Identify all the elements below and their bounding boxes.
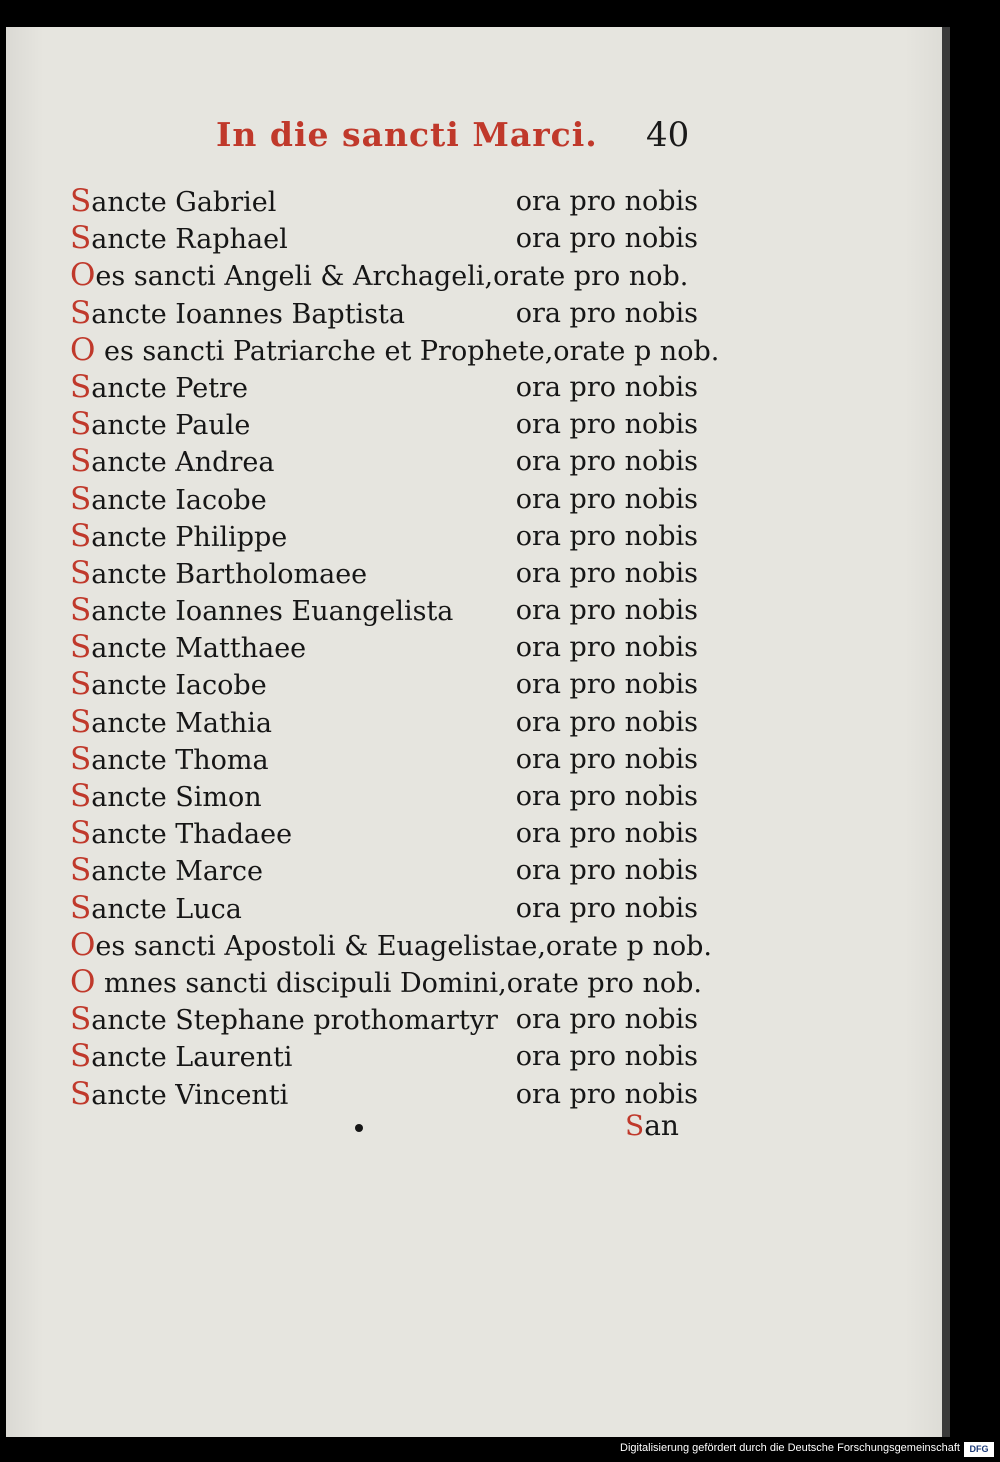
- invocation-text: ancte Simon: [91, 782, 262, 813]
- rubric-initial: S: [70, 554, 92, 591]
- rubric-initial: S: [70, 703, 92, 740]
- invocation-text: ancte Philippe: [91, 521, 288, 553]
- invocation-text: ancte Iacobe: [91, 670, 267, 702]
- rubric-initial: S: [70, 406, 92, 443]
- rubric-initial: S: [70, 740, 92, 777]
- invocation-text: ancte Bartholomaee: [91, 558, 368, 590]
- litany-line: [70, 443, 698, 480]
- litany-line: [70, 555, 698, 592]
- rubric-initial: S: [70, 517, 92, 554]
- litany-line: [70, 778, 698, 815]
- rubric-initial: S: [70, 852, 92, 889]
- invocation-text: ancte Raphael: [91, 224, 288, 256]
- ornament-dot: [355, 1124, 363, 1132]
- litany-line: [70, 666, 698, 703]
- litany-line: [70, 926, 712, 964]
- catchword-initial: S: [625, 1109, 645, 1142]
- page-header: [6, 115, 942, 165]
- rubric-initial: S: [70, 183, 92, 219]
- response-text: ora pro nobis: [515, 557, 698, 589]
- funding-credit: Digitalisierung gefördert durch die Deutsche Forschungsgemeinschaft: [620, 1442, 960, 1454]
- rubric-initial: S: [70, 480, 92, 517]
- litany-line: [70, 518, 698, 555]
- litany-line: [70, 890, 698, 927]
- litany-line: [70, 741, 698, 778]
- rubric-initial: O: [70, 331, 96, 368]
- litany-line: [70, 331, 720, 369]
- response-text: ora pro nobis: [515, 186, 698, 217]
- invocation-text: ancte Ioannes Euangelista: [91, 596, 454, 628]
- response-text: ora pro nobis: [515, 781, 698, 812]
- invocation-text: ancte Stephane prothomartyr: [91, 1005, 498, 1037]
- invocation-text: ancte Matthaee: [91, 633, 307, 665]
- response-text: ora pro nobis: [515, 818, 698, 850]
- litany-line: [70, 369, 698, 406]
- litany-line: [70, 1076, 698, 1113]
- book-page: [6, 27, 942, 1437]
- invocation-text: ancte Marce: [91, 856, 264, 888]
- rubric-initial: S: [70, 1038, 92, 1075]
- rubric-initial: O: [70, 257, 96, 294]
- page-edge: [942, 27, 950, 1437]
- running-head: In die sancti Marci.: [216, 115, 598, 154]
- rubric-initial: S: [70, 666, 92, 703]
- litany-list: [70, 183, 720, 1113]
- rubric-initial: O: [70, 963, 96, 1000]
- invocation-text: mnes sancti discipuli Domini,orate pro nob.: [95, 967, 702, 999]
- invocation-text: ancte Ioannes Baptista: [91, 298, 405, 330]
- response-text: ora pro nobis: [515, 371, 698, 403]
- rubric-initial: S: [70, 592, 92, 629]
- invocation-text: ancte Mathia: [91, 707, 272, 739]
- invocation-text: es sancti Patriarche et Prophete,orate p nob.: [95, 335, 720, 367]
- rubric-initial: O: [70, 926, 96, 963]
- response-text: ora pro nobis: [515, 632, 698, 664]
- litany-line: [70, 295, 698, 332]
- litany-line: [70, 592, 698, 629]
- litany-line: [70, 1038, 698, 1075]
- rubric-initial: S: [70, 1001, 92, 1038]
- rubric-initial: S: [70, 629, 92, 666]
- response-text: ora pro nobis: [515, 483, 698, 515]
- invocation-text: ancte Andrea: [91, 447, 275, 479]
- invocation-text: ancte Vincenti: [91, 1079, 289, 1111]
- rubric-initial: S: [70, 368, 92, 405]
- litany-line: [70, 963, 702, 1001]
- response-text: ora pro nobis: [515, 855, 698, 887]
- rubric-initial: S: [70, 778, 92, 814]
- page-number: 40: [646, 115, 690, 155]
- rubric-initial: S: [70, 815, 92, 852]
- catchword: [625, 1109, 679, 1142]
- litany-line: [70, 629, 698, 666]
- invocation-text: ancte Gabriel: [91, 187, 277, 218]
- response-text: ora pro nobis: [515, 706, 698, 738]
- litany-line: [70, 852, 698, 889]
- response-text: ora pro nobis: [515, 595, 698, 627]
- response-text: ora pro nobis: [515, 669, 698, 701]
- response-text: ora pro nobis: [515, 409, 698, 441]
- response-text: ora pro nobis: [515, 743, 698, 775]
- invocation-text: ancte Luca: [91, 893, 242, 925]
- response-text: ora pro nobis: [515, 1041, 698, 1073]
- litany-line: [70, 481, 698, 518]
- catchword-rest: an: [644, 1109, 679, 1142]
- rubric-initial: S: [70, 1075, 92, 1112]
- litany-line: [70, 704, 698, 741]
- rubric-initial: S: [70, 294, 92, 331]
- response-text: ora pro nobis: [515, 223, 698, 255]
- response-text: ora pro nobis: [515, 1078, 698, 1110]
- footer-bar: [0, 1437, 1000, 1462]
- litany-line: [70, 183, 698, 220]
- rubric-initial: S: [70, 889, 92, 926]
- response-text: ora pro nobis: [515, 297, 698, 329]
- invocation-text: ancte Paule: [91, 410, 251, 442]
- dfg-logo-icon: DFG: [964, 1442, 994, 1457]
- litany-line: [70, 1001, 698, 1038]
- invocation-text: es sancti Angeli & Archageli,orate pro nob.: [95, 261, 689, 293]
- response-text: ora pro nobis: [515, 892, 698, 924]
- invocation-text: ancte Thoma: [91, 744, 269, 776]
- litany-line: [70, 257, 698, 294]
- rubric-initial: S: [70, 220, 92, 257]
- response-text: ora pro nobis: [515, 520, 698, 552]
- litany-line: [70, 815, 698, 852]
- invocation-text: ancte Iacobe: [91, 484, 267, 516]
- invocation-text: ancte Thadaee: [91, 819, 293, 851]
- response-text: ora pro nobis: [515, 446, 698, 478]
- invocation-text: ancte Petre: [91, 372, 248, 404]
- litany-line: [70, 220, 698, 257]
- response-text: ora pro nobis: [515, 1004, 698, 1036]
- rubric-initial: S: [70, 443, 92, 480]
- invocation-text: es sancti Apostoli & Euagelistae,orate p nob.: [95, 930, 712, 962]
- invocation-text: ancte Laurenti: [91, 1042, 293, 1074]
- litany-line: [70, 406, 698, 443]
